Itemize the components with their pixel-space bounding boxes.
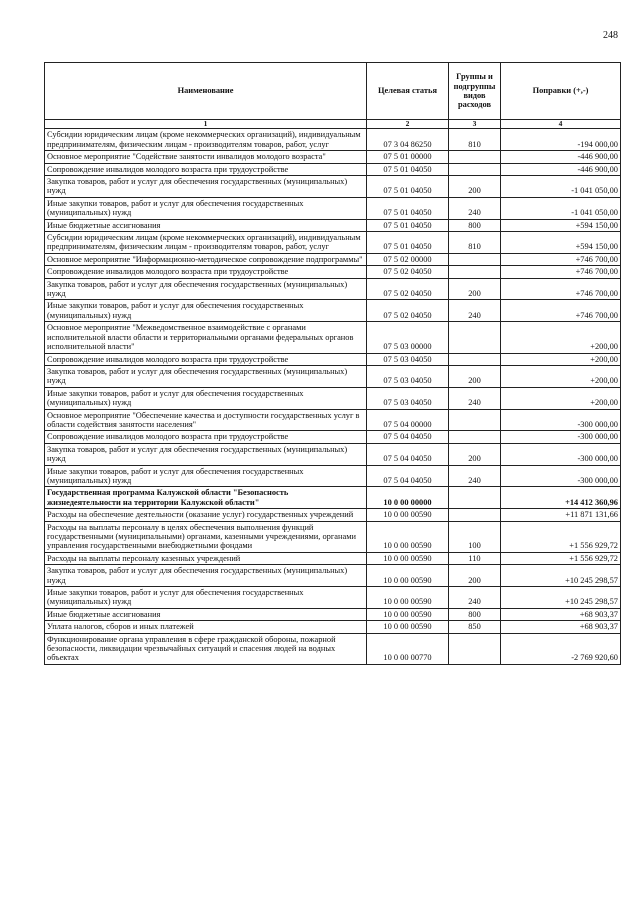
row-amount: -446 900,00: [501, 163, 621, 175]
row-name: Закупка товаров, работ и услуг для обеспечения государственных (муниципальных) нужд: [45, 365, 367, 387]
row-group: 200: [449, 278, 501, 300]
row-group: 200: [449, 365, 501, 387]
table-row: [45, 176, 621, 198]
row-code: 07 5 04 04050: [367, 465, 449, 487]
table-row: [45, 443, 621, 465]
row-amount: +200,00: [501, 353, 621, 365]
row-group: 810: [449, 232, 501, 254]
row-group: 240: [449, 465, 501, 487]
row-group: 240: [449, 387, 501, 409]
row-group: [449, 431, 501, 443]
table-row: [45, 278, 621, 300]
row-code: 07 5 02 00000: [367, 253, 449, 265]
row-group: 850: [449, 621, 501, 633]
header-code: Целевая статья: [367, 63, 449, 120]
row-group: [449, 509, 501, 521]
table-row: [45, 300, 621, 322]
row-group: [449, 266, 501, 278]
header-amount: Поправки (+,-): [501, 63, 621, 120]
row-name: Сопровождение инвалидов молодого возраста при трудоустройстве: [45, 431, 367, 443]
header-name: Наименование: [45, 63, 367, 120]
row-amount: -1 041 050,00: [501, 197, 621, 219]
row-code: 07 5 01 04050: [367, 232, 449, 254]
row-code: 10 0 00 00000: [367, 487, 449, 509]
row-name: Иные закупки товаров, работ и услуг для обеспечения государственных (муниципальных) нужд: [45, 587, 367, 609]
table-row: [45, 509, 621, 521]
row-amount: +594 150,00: [501, 219, 621, 231]
table-row: [45, 565, 621, 587]
row-name: Иные закупки товаров, работ и услуг для обеспечения государственных (муниципальных) нужд: [45, 300, 367, 322]
row-name: Иные закупки товаров, работ и услуг для обеспечения государственных (муниципальных) нужд: [45, 387, 367, 409]
row-group: [449, 409, 501, 431]
table-header-row: [45, 63, 621, 120]
row-code: 10 0 00 00590: [367, 621, 449, 633]
row-amount: +200,00: [501, 365, 621, 387]
row-code: 07 5 04 00000: [367, 409, 449, 431]
header-group: Группы и подгруппы видов расходов: [449, 63, 501, 120]
row-code: 07 5 01 04050: [367, 219, 449, 231]
row-amount: +68 903,37: [501, 608, 621, 620]
row-name: Закупка товаров, работ и услуг для обеспечения государственных (муниципальных) нужд: [45, 176, 367, 198]
row-amount: +746 700,00: [501, 266, 621, 278]
row-name: Основное мероприятие "Межведомственное взаимодействие с органами исполнительной власти области и территориальными органами федеральных органов исполнительной власти": [45, 322, 367, 353]
table-row: [45, 621, 621, 633]
row-amount: -446 900,00: [501, 151, 621, 163]
row-name: Иные бюджетные ассигнования: [45, 219, 367, 231]
row-group: 200: [449, 443, 501, 465]
table-row: [45, 253, 621, 265]
row-code: 07 5 01 04050: [367, 163, 449, 175]
row-name: Иные закупки товаров, работ и услуг для обеспечения государственных (муниципальных) нужд: [45, 465, 367, 487]
row-amount: +10 245 298,57: [501, 587, 621, 609]
table-row: [45, 521, 621, 552]
table-row: [45, 219, 621, 231]
row-name: Основное мероприятие "Информационно-методическое сопровождение подпрограммы": [45, 253, 367, 265]
column-number-row: [45, 120, 621, 129]
row-amount: +14 412 360,96: [501, 487, 621, 509]
row-amount: -300 000,00: [501, 409, 621, 431]
row-amount: +746 700,00: [501, 253, 621, 265]
row-name: Иные закупки товаров, работ и услуг для обеспечения государственных (муниципальных) нужд: [45, 197, 367, 219]
row-name: Основное мероприятие "Обеспечение качества и доступности государственных услуг в области содействия занятости населения": [45, 409, 367, 431]
row-code: 07 5 01 00000: [367, 151, 449, 163]
row-name: Расходы на выплаты персоналу казенных учреждений: [45, 552, 367, 564]
row-group: 240: [449, 197, 501, 219]
row-name: Расходы на обеспечение деятельности (оказание услуг) государственных учреждений: [45, 509, 367, 521]
row-code: 07 5 02 04050: [367, 266, 449, 278]
row-code: 07 5 03 04050: [367, 365, 449, 387]
row-code: 10 0 00 00770: [367, 633, 449, 664]
budget-amendments-table: [44, 62, 621, 665]
row-code: 07 5 03 04050: [367, 353, 449, 365]
row-code: 07 5 02 04050: [367, 300, 449, 322]
row-name: Сопровождение инвалидов молодого возраста при трудоустройстве: [45, 163, 367, 175]
table-row: [45, 365, 621, 387]
row-group: 800: [449, 219, 501, 231]
row-group: [449, 633, 501, 664]
column-number: 1: [45, 120, 367, 129]
row-amount: -2 769 920,60: [501, 633, 621, 664]
row-code: 07 3 04 86250: [367, 129, 449, 151]
table-row: [45, 587, 621, 609]
table-row: [45, 151, 621, 163]
row-group: [449, 322, 501, 353]
row-code: 10 0 00 00590: [367, 509, 449, 521]
row-group: 810: [449, 129, 501, 151]
column-number: 4: [501, 120, 621, 129]
row-group: 110: [449, 552, 501, 564]
row-name: Сопровождение инвалидов молодого возраста при трудоустройстве: [45, 353, 367, 365]
table-row: [45, 353, 621, 365]
row-group: 100: [449, 521, 501, 552]
row-name: Закупка товаров, работ и услуг для обеспечения государственных (муниципальных) нужд: [45, 278, 367, 300]
row-code: 07 5 03 00000: [367, 322, 449, 353]
row-amount: -1 041 050,00: [501, 176, 621, 198]
table-row: [45, 608, 621, 620]
table-row: [45, 197, 621, 219]
row-code: 07 5 03 04050: [367, 387, 449, 409]
column-number: 3: [449, 120, 501, 129]
row-code: 07 5 04 04050: [367, 443, 449, 465]
table-row: [45, 465, 621, 487]
row-amount: +10 245 298,57: [501, 565, 621, 587]
row-group: 200: [449, 176, 501, 198]
row-group: [449, 487, 501, 509]
row-amount: +200,00: [501, 322, 621, 353]
row-name: Сопровождение инвалидов молодого возраста при трудоустройстве: [45, 266, 367, 278]
row-amount: +746 700,00: [501, 300, 621, 322]
row-amount: +1 556 929,72: [501, 521, 621, 552]
row-group: [449, 353, 501, 365]
row-amount: -300 000,00: [501, 443, 621, 465]
row-group: [449, 163, 501, 175]
column-number: 2: [367, 120, 449, 129]
row-group: 800: [449, 608, 501, 620]
row-amount: +1 556 929,72: [501, 552, 621, 564]
row-amount: -300 000,00: [501, 431, 621, 443]
row-amount: +594 150,00: [501, 232, 621, 254]
row-name: Расходы на выплаты персоналу в целях обеспечения выполнения функций государственными (муниципальными) органами, казенными учреждениями, органами управления государственными внебюджетными фондами: [45, 521, 367, 552]
row-name: Основное мероприятие "Содействие занятости инвалидов молодого возраста": [45, 151, 367, 163]
table-row: [45, 409, 621, 431]
table-row: [45, 322, 621, 353]
table-row: [45, 633, 621, 664]
row-code: 07 5 02 04050: [367, 278, 449, 300]
page-number: 248: [603, 30, 618, 41]
table-row: [45, 487, 621, 509]
row-name: Иные бюджетные ассигнования: [45, 608, 367, 620]
table-body: [45, 129, 621, 665]
row-name: Субсидии юридическим лицам (кроме некоммерческих организаций), индивидуальным предпринимателям, физическим лицам - производителям товаров, работ, услуг: [45, 129, 367, 151]
row-name: Закупка товаров, работ и услуг для обеспечения государственных (муниципальных) нужд: [45, 565, 367, 587]
row-amount: +200,00: [501, 387, 621, 409]
table-row: [45, 552, 621, 564]
row-group: 240: [449, 300, 501, 322]
row-code: 07 5 01 04050: [367, 197, 449, 219]
row-name: Государственная программа Калужской области "Безопасность жизнедеятельности на территории Калужской области": [45, 487, 367, 509]
table-row: [45, 232, 621, 254]
row-name: Функционирование органа управления в сфере гражданской обороны, пожарной безопасности, ликвидации чрезвычайных ситуаций и спасения людей на водных объектах: [45, 633, 367, 664]
row-group: [449, 253, 501, 265]
row-code: 10 0 00 00590: [367, 608, 449, 620]
row-amount: -300 000,00: [501, 465, 621, 487]
row-name: Субсидии юридическим лицам (кроме некоммерческих организаций), индивидуальным предпринимателям, физическим лицам - производителям товаров, работ, услуг: [45, 232, 367, 254]
row-amount: +68 903,37: [501, 621, 621, 633]
table-row: [45, 163, 621, 175]
row-name: Уплата налогов, сборов и иных платежей: [45, 621, 367, 633]
row-code: 10 0 00 00590: [367, 587, 449, 609]
row-group: 240: [449, 587, 501, 609]
table-row: [45, 266, 621, 278]
row-code: 10 0 00 00590: [367, 565, 449, 587]
row-code: 07 5 04 04050: [367, 431, 449, 443]
row-code: 10 0 00 00590: [367, 521, 449, 552]
row-amount: -194 000,00: [501, 129, 621, 151]
row-code: 07 5 01 04050: [367, 176, 449, 198]
row-amount: +11 871 131,66: [501, 509, 621, 521]
table-row: [45, 431, 621, 443]
row-group: 200: [449, 565, 501, 587]
row-amount: +746 700,00: [501, 278, 621, 300]
row-code: 10 0 00 00590: [367, 552, 449, 564]
row-group: [449, 151, 501, 163]
row-name: Закупка товаров, работ и услуг для обеспечения государственных (муниципальных) нужд: [45, 443, 367, 465]
table-row: [45, 129, 621, 151]
table-row: [45, 387, 621, 409]
